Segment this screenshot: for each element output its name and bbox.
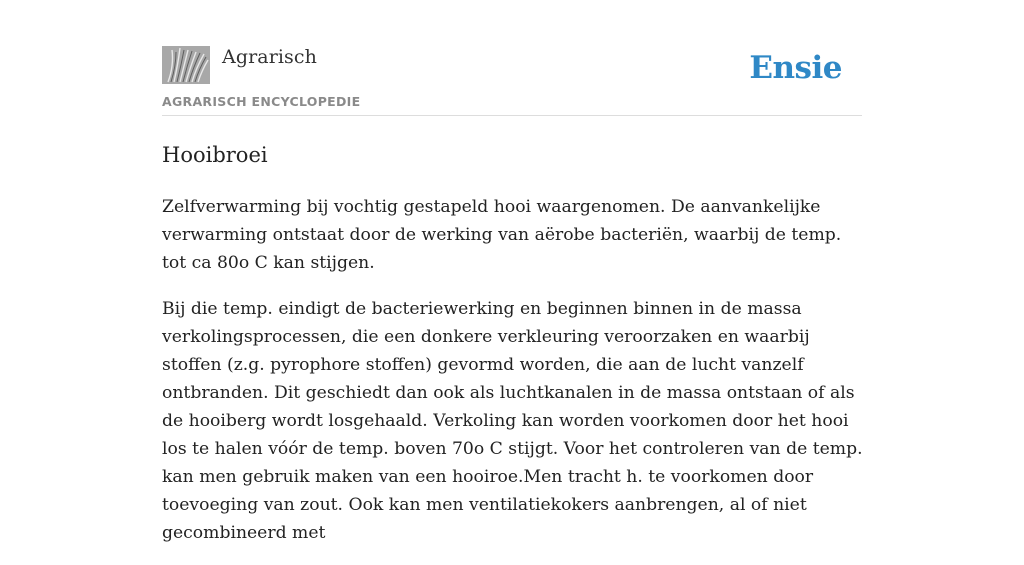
- header: [162, 46, 862, 116]
- wheat-thumbnail-icon[interactable]: [162, 46, 210, 84]
- source-subtitle[interactable]: AGRARISCH ENCYCLOPEDIE: [162, 94, 361, 109]
- article-title: Hooibroei: [162, 143, 268, 167]
- article-content: [162, 139, 867, 565]
- header-divider: [162, 115, 862, 116]
- article-paragraph-2: Bij die temp. eindigt de bacteriewerking en beginnen binnen in de massa verkolingsprocessen, die een donkere verkleuring veroorzaken en waarbij stoffen (z.g. pyrophore stoffen) gevormd worden, die aan de lucht vanzelf ontbranden. Dit geschiedt dan ook als luchtkanalen in de massa ontstaan of als de hooiberg wordt losgehaald. Verkoling kan worden voorkomen door het hooi los te halen vóór de temp. boven 70o C stijgt. Voor het controleren van de temp. kan men gebruik maken van een hooiroe.Men tracht h. te voorkomen door toevoeging van zout. Ook kan men ventilatiekokers aanbrengen, al of niet gecombineerd met: [162, 299, 863, 543]
- source-name[interactable]: Agrarisch: [222, 46, 317, 68]
- brand-logo[interactable]: Ensie: [749, 50, 842, 86]
- article-paragraph-1: Zelfverwarming bij vochtig gestapeld hooi waargenomen. De aanvankelijke verwarming ontstaat door de werking van aërobe bacteriën, waarbij de temp. tot ca 80o C kan stijgen.: [162, 197, 842, 273]
